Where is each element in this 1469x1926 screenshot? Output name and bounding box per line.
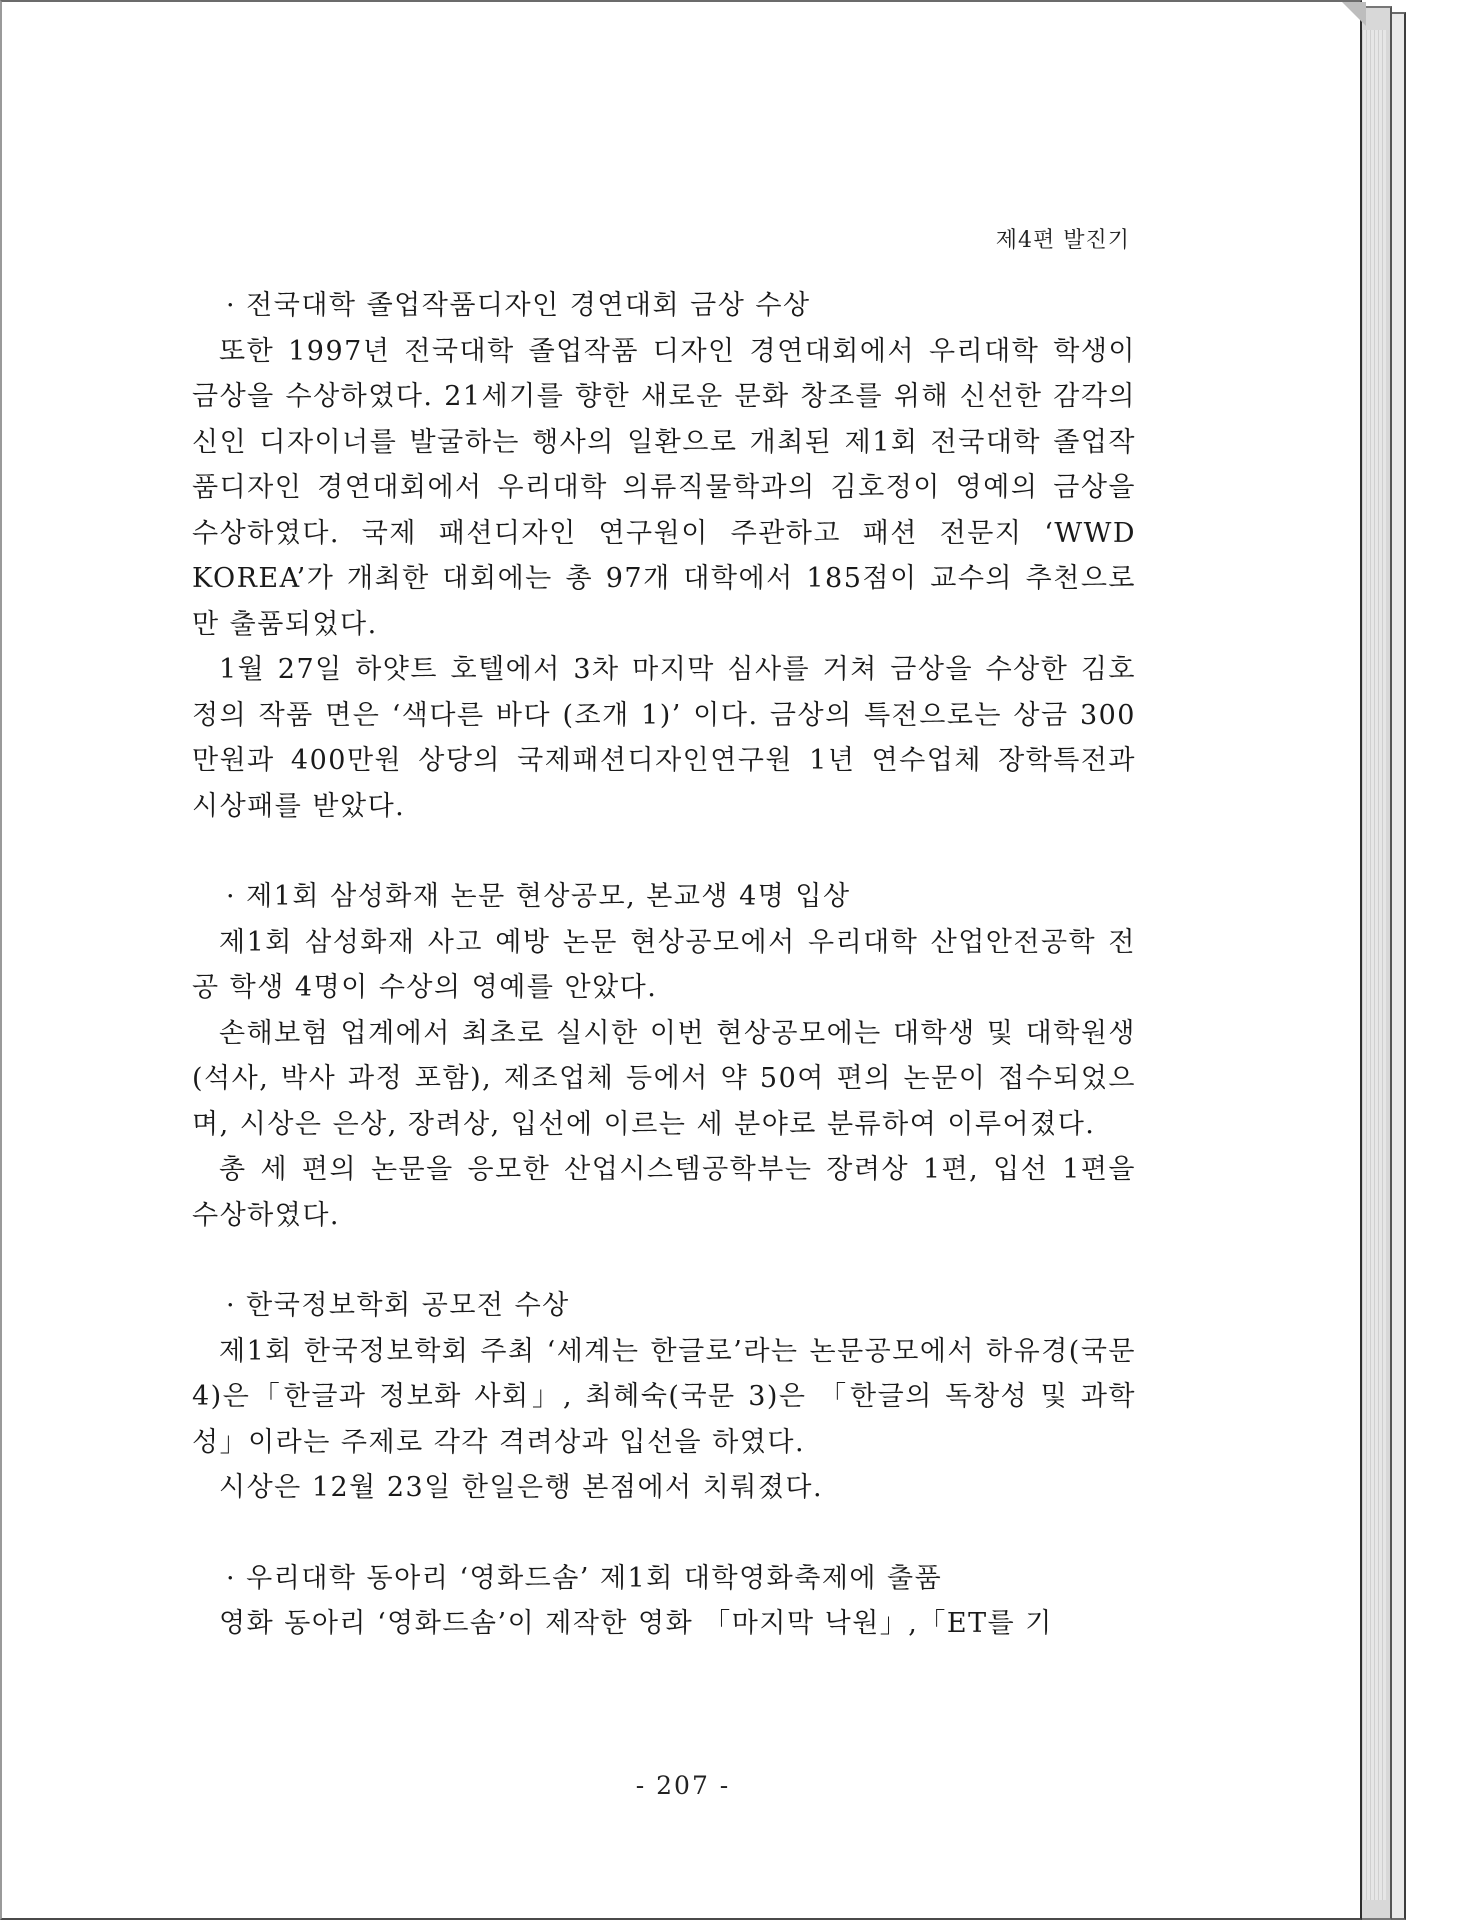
section-gap [192,1238,1136,1283]
section-heading: · 제1회 삼성화재 논문 현상공모, 본교생 4명 입상 [226,881,851,912]
paragraph: 제1회 한국정보학회 주최 ‘세계는 한글로’라는 논문공모에서 하유경(국문 4)은「한글과 정보화 사회」, 최혜숙(국문 3)은 「한글의 독창성 및 과학성」이라는 주제로 각각 격려상과 입선을 하였다. [192,1335,1136,1458]
section-korean-info [192,1283,1136,1511]
paragraph: 제1회 삼성화재 사고 예방 논문 현상공모에서 우리대학 산업안전공학 전공 학생 4명이 수상의 영예를 안았다. [192,926,1136,1003]
section-gap [192,829,1136,874]
section-heading: · 한국정보학회 공모전 수상 [226,1290,570,1321]
paragraph: 1월 27일 하얏트 호텔에서 3차 마지막 심사를 거쳐 금상을 수상한 김호정의 작품 면은 ‘색다른 바다 (조개 1)’ 이다. 금상의 특전으로는 상금 300만원과 400만원 상당의 국제패션디자인연구원 1년 연수업체 장학특전과 시상패를 받았다. [192,654,1136,822]
paragraph: 총 세 편의 논문을 응모한 산업시스템공학부는 장려상 1편, 입선 1편을 수상하였다. [192,1154,1136,1231]
page-body [192,283,1136,1647]
section-heading: · 전국대학 졸업작품디자인 경연대회 금상 수상 [226,290,811,321]
section-design-award [192,283,1136,829]
paragraph: 시상은 12월 23일 한일은행 본점에서 치뤄졌다. [219,1472,824,1503]
page-corner [1342,2,1366,26]
paragraph: 또한 1997년 전국대학 졸업작품 디자인 경연대회에서 우리대학 학생이 금상을 수상하였다. 21세기를 향한 새로운 문화 창조를 위해 신선한 감각의 신인 디자이너를 발굴하는 행사의 일환으로 개최된 제1회 전국대학 졸업작품디자인 경연대회에서 우리대학 의류직물학과의 김호정이 영예의 금상을 수상하였다. 국제 패션디자인 연구원이 주관하고 패션 전문지 ‘WWD KOREA’가 개최한 대회에는 총 97개 대학에서 185점이 교수의 추천으로만 출품되었다. [192,335,1136,640]
paragraph: 영화 동아리 ‘영화드솜’이 제작한 영화 「마지막 낙원」,「ET를 기 [219,1608,1053,1639]
paragraph: 손해보험 업계에서 최초로 실시한 이번 현상공모에는 대학생 및 대학원생(석사, 박사 과정 포함), 제조업체 등에서 약 50여 편의 논문이 접수되었으며, 시상은 은상, 장려상, 입선에 이르는 세 분야로 분류하여 이루어졌다. [192,1017,1136,1140]
section-samsung-paper [192,874,1136,1238]
section-film-club [192,1556,1136,1647]
section-heading: · 우리대학 동아리 ‘영화드솜’ 제1회 대학영화축제에 출품 [226,1562,943,1594]
page-number: - 207 - [635,1771,731,1800]
running-head: 제4편 발진기 [995,228,1130,253]
section-gap [192,1511,1136,1556]
page-stack-lines [1362,30,1386,1900]
